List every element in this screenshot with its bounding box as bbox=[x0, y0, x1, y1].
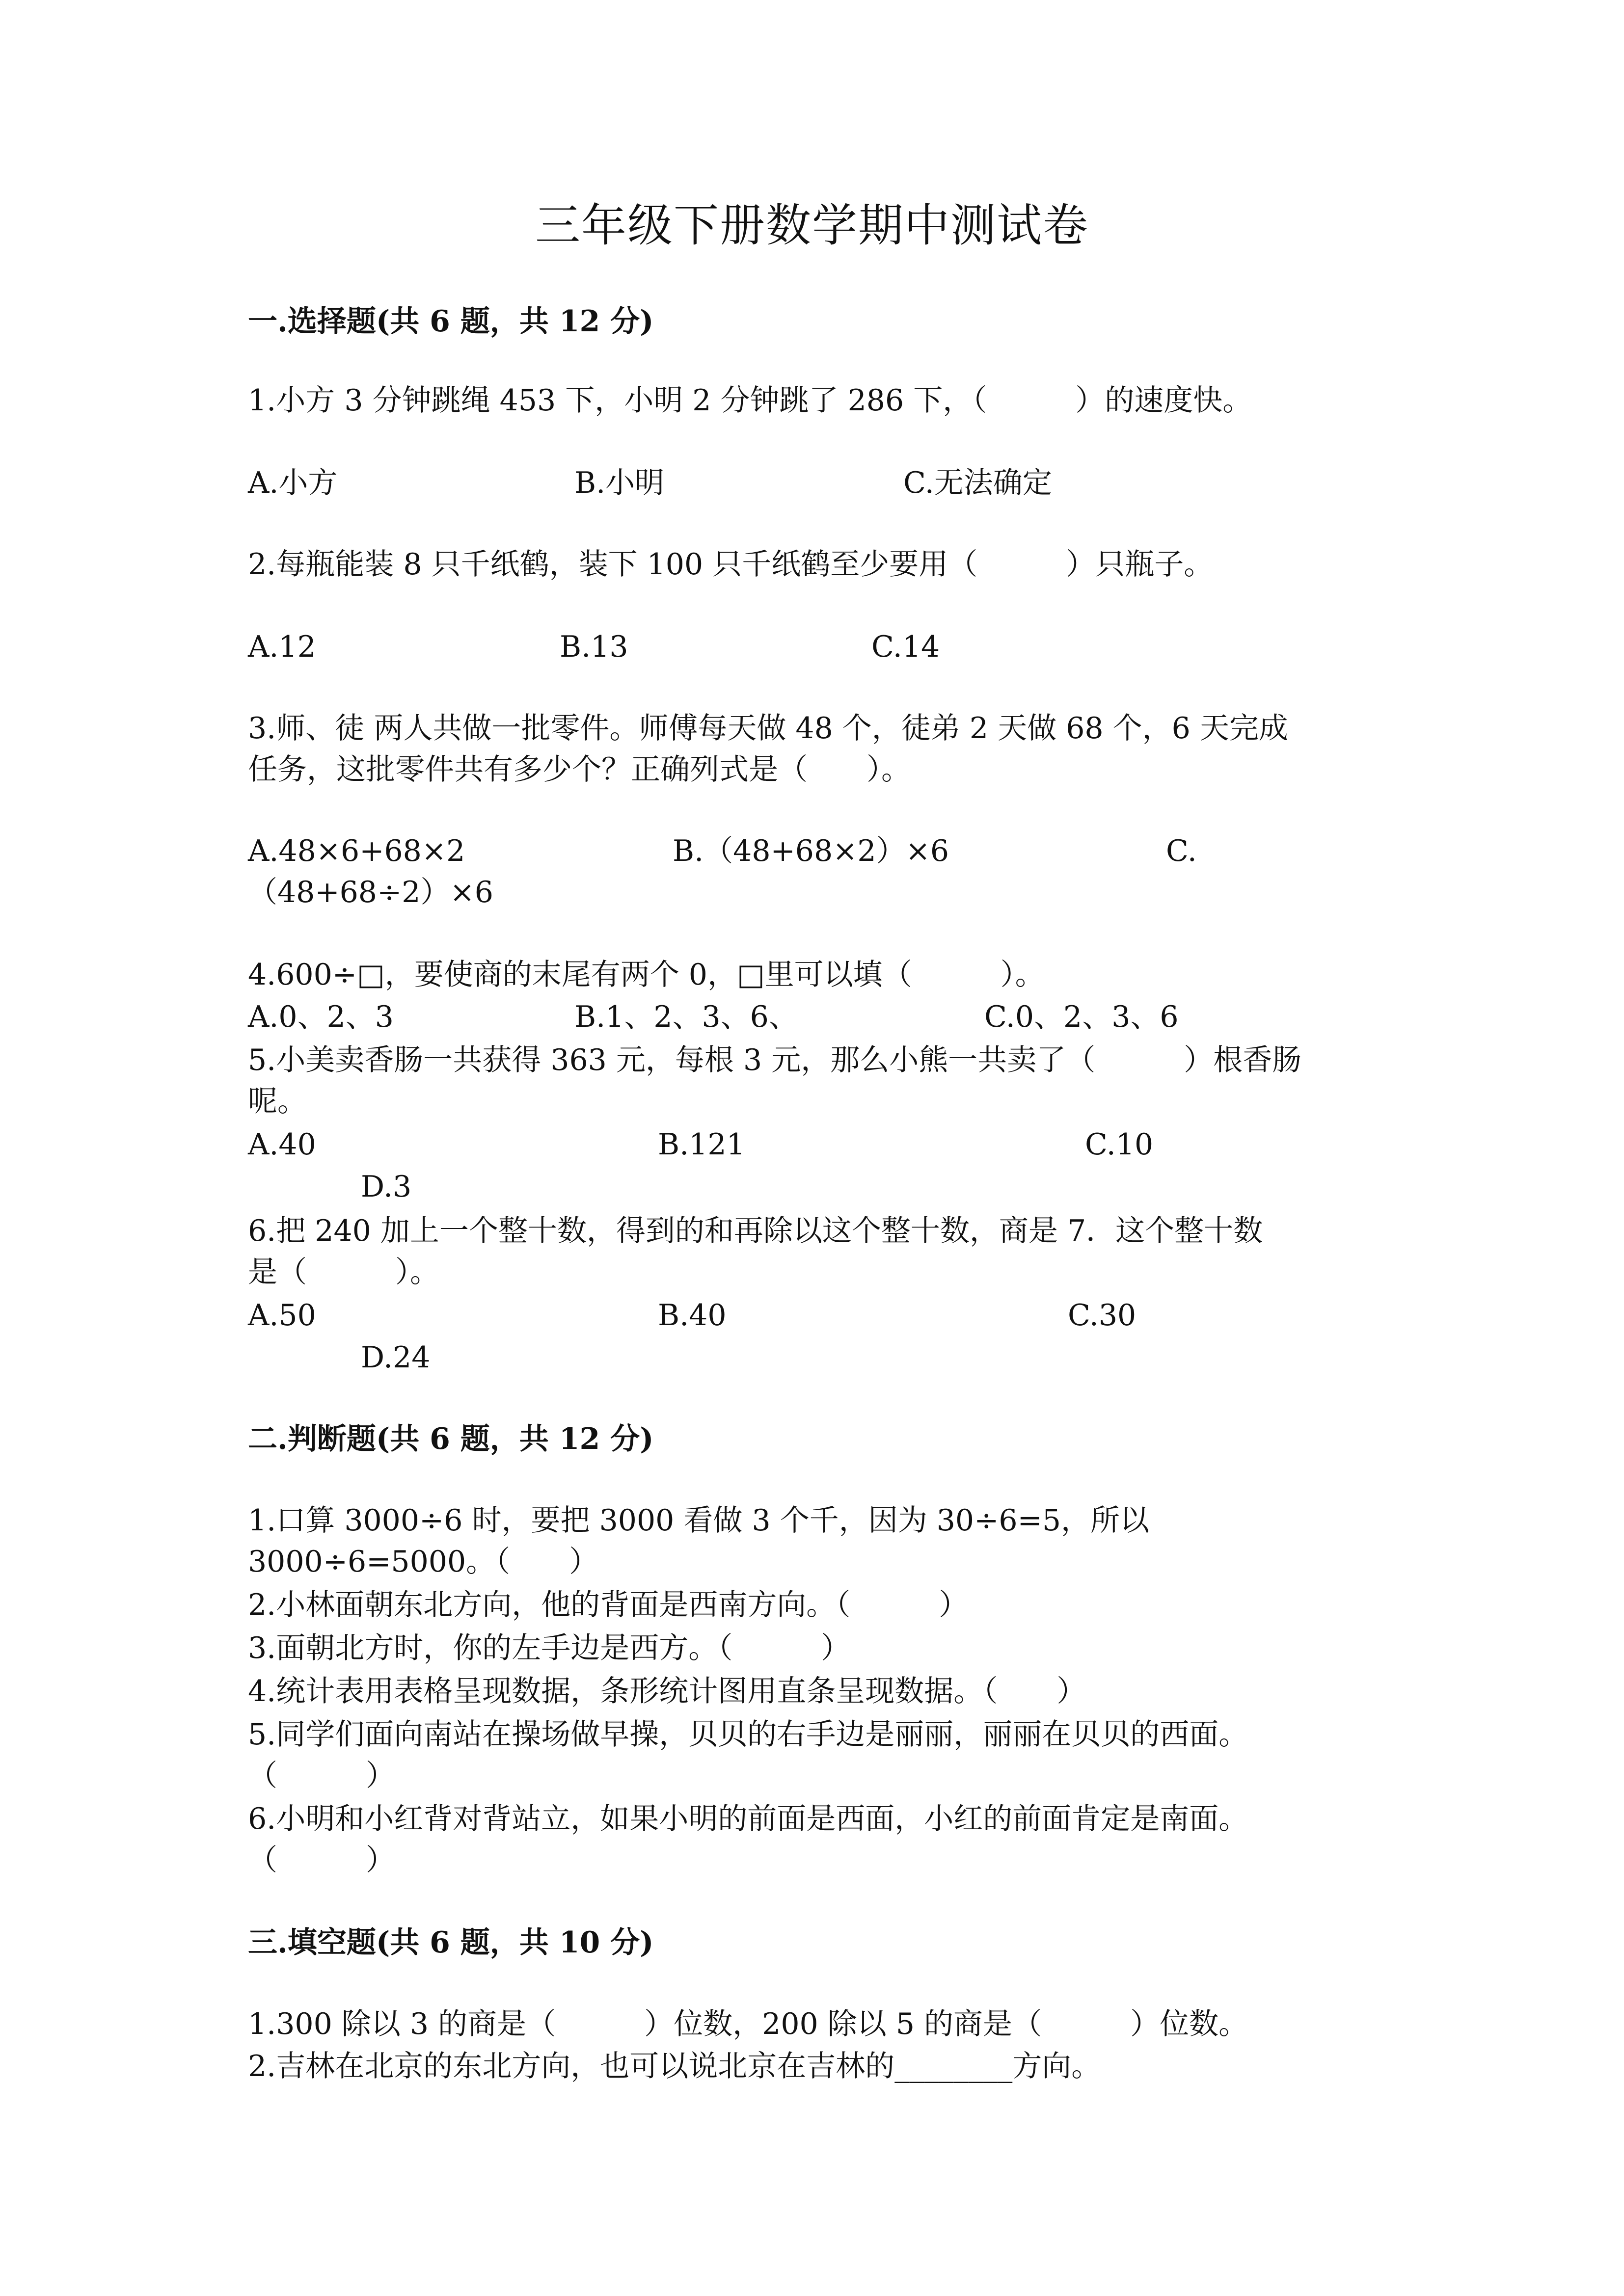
section-heading-judgement: 二.判断题(共 6 题，共 12 分) bbox=[248, 1422, 654, 1456]
option-a: A.50 bbox=[248, 1298, 316, 1333]
option-c: C. bbox=[1166, 834, 1197, 868]
section-heading-fill-blank: 三.填空题(共 6 题，共 10 分) bbox=[248, 1925, 654, 1960]
option-d: D.24 bbox=[361, 1340, 431, 1375]
option-b: B.40 bbox=[658, 1298, 727, 1333]
option-b: B.小明 bbox=[574, 466, 665, 500]
option-b: B.13 bbox=[560, 630, 628, 664]
question-text: 3.师、徒 两人共做一批零件。师傅每天做 48 个，徒弟 2 天做 68 个，6 天完成 bbox=[248, 711, 1288, 746]
fill-blank-text: 2.吉林在北京的东北方向，也可以说北京在吉林的________方向。 bbox=[248, 2049, 1101, 2083]
option-a: A.12 bbox=[248, 630, 316, 664]
option-b: B.121 bbox=[658, 1127, 745, 1162]
statement-text: 4.统计表用表格呈现数据，条形统计图用直条呈现数据。（ ） bbox=[248, 1674, 1086, 1709]
section-heading-choice: 一.选择题(共 6 题，共 12 分) bbox=[248, 304, 654, 339]
statement-text: 5.同学们面向南站在操场做早操，贝贝的右手边是丽丽，丽丽在贝贝的西面。 bbox=[248, 1717, 1248, 1752]
question-text: 是（ ）。 bbox=[248, 1255, 439, 1289]
question-text: 4.600÷□，要使商的末尾有两个 0，□里可以填（ ）。 bbox=[248, 958, 1045, 992]
question-text: 2.每瓶能装 8 只千纸鹤，装下 100 只千纸鹤至少要用（ ）只瓶子。 bbox=[248, 547, 1214, 582]
statement-text: 2.小林面朝东北方向，他的背面是西南方向。（ ） bbox=[248, 1588, 969, 1622]
option-a: A.40 bbox=[248, 1127, 316, 1162]
option-a: A.小方 bbox=[248, 466, 338, 500]
option-c: C.0、2、3、6 bbox=[984, 1000, 1179, 1034]
option-d: D.3 bbox=[361, 1170, 412, 1204]
question-text: 5.小美卖香肠一共获得 363 元，每根 3 元，那么小熊一共卖了（ ）根香肠 bbox=[248, 1043, 1302, 1077]
statement-text: （ ） bbox=[248, 1843, 395, 1877]
page-title: 三年级下册数学期中测试卷 bbox=[535, 199, 1089, 252]
statement-text: 6.小明和小红背对背站立，如果小明的前面是西面，小红的前面肯定是南面。 bbox=[248, 1802, 1248, 1836]
question-text: 呢。 bbox=[248, 1084, 307, 1119]
question-text: 任务，这批零件共有多少个？正确列式是（ ）。 bbox=[248, 752, 911, 787]
statement-text: （ ） bbox=[248, 1759, 395, 1793]
option-c: C.10 bbox=[1085, 1127, 1154, 1162]
option-c: C.30 bbox=[1068, 1298, 1137, 1333]
statement-text: 3.面朝北方时，你的左手边是西方。（ ） bbox=[248, 1631, 851, 1665]
option-a: A.48×6+68×2 bbox=[248, 834, 465, 868]
option-b: B.（48+68×2）×6 bbox=[673, 834, 949, 868]
option-c: C.无法确定 bbox=[903, 466, 1052, 500]
option-a: A.0、2、3 bbox=[248, 1000, 394, 1034]
fill-blank-text: 1.300 除以 3 的商是（ ）位数，200 除以 5 的商是（ ）位数。 bbox=[248, 2007, 1248, 2041]
question-text: 6.把 240 加上一个整十数，得到的和再除以这个整十数，商是 7．这个整十数 bbox=[248, 1214, 1263, 1248]
option-b: B.1、2、3、6、 bbox=[574, 1000, 798, 1034]
option-c: C.14 bbox=[871, 630, 940, 664]
question-text: 1.小方 3 分钟跳绳 453 下，小明 2 分钟跳了 286 下，（ ）的速度快。 bbox=[248, 383, 1252, 418]
option-c-continued: （48+68÷2）×6 bbox=[248, 875, 493, 909]
statement-text: 1.口算 3000÷6 时，要把 3000 看做 3 个千，因为 30÷6=5，所以 bbox=[248, 1503, 1150, 1538]
statement-text: 3000÷6=5000。（ ） bbox=[248, 1545, 599, 1579]
